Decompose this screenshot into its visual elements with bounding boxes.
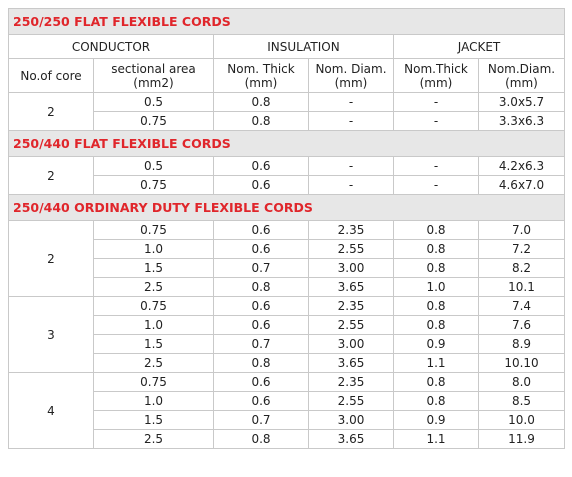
cell-jacket-diam: 10.1 xyxy=(479,278,565,297)
table-row xyxy=(9,373,565,392)
cell-jacket-thick: 0.8 xyxy=(394,221,479,240)
cell-jacket-diam: 8.9 xyxy=(479,335,565,354)
cell-insulation-thick: 0.6 xyxy=(214,176,309,195)
cell-sectional-area: 1.5 xyxy=(94,259,214,278)
cell-jacket-diam: 10.0 xyxy=(479,411,565,430)
cell-jacket-diam: 7.4 xyxy=(479,297,565,316)
cell-no-of-core: 2 xyxy=(9,93,94,131)
cell-jacket-diam: 8.5 xyxy=(479,392,565,411)
cell-insulation-thick: 0.6 xyxy=(214,373,309,392)
conductor-group-header: CONDUCTOR xyxy=(9,35,214,59)
cell-insulation-thick: 0.6 xyxy=(214,316,309,335)
cell-insulation-diam: - xyxy=(309,93,394,112)
cell-sectional-area: 0.75 xyxy=(94,221,214,240)
cell-insulation-thick: 0.6 xyxy=(214,297,309,316)
cell-insulation-thick: 0.8 xyxy=(214,430,309,449)
cell-jacket-diam: 3.0x5.7 xyxy=(479,93,565,112)
section-title-row xyxy=(9,131,565,157)
cell-jacket-thick: 0.9 xyxy=(394,411,479,430)
table-row xyxy=(9,297,565,316)
cell-sectional-area: 1.5 xyxy=(94,335,214,354)
header-insulation-thick: Nom. Thick (mm) xyxy=(214,59,309,93)
cell-jacket-diam: 3.3x6.3 xyxy=(479,112,565,131)
cell-insulation-thick: 0.6 xyxy=(214,157,309,176)
cell-jacket-thick: 1.1 xyxy=(394,430,479,449)
cell-sectional-area: 0.75 xyxy=(94,112,214,131)
cell-insulation-diam: 3.00 xyxy=(309,411,394,430)
cell-sectional-area: 1.0 xyxy=(94,240,214,259)
cell-jacket-thick: - xyxy=(394,176,479,195)
header-jacket-thick: Nom.Thick (mm) xyxy=(394,59,479,93)
flexible-cords-spec-table xyxy=(8,8,565,449)
header-jacket-diam: Nom.Diam. (mm) xyxy=(479,59,565,93)
cell-jacket-diam: 10.10 xyxy=(479,354,565,373)
cell-jacket-thick: 1.1 xyxy=(394,354,479,373)
cell-jacket-thick: - xyxy=(394,112,479,131)
cell-jacket-diam: 4.6x7.0 xyxy=(479,176,565,195)
cell-jacket-thick: 0.8 xyxy=(394,297,479,316)
cell-no-of-core: 2 xyxy=(9,221,94,297)
table-row xyxy=(9,221,565,240)
cell-sectional-area: 0.5 xyxy=(94,157,214,176)
cell-jacket-thick: 0.8 xyxy=(394,240,479,259)
cell-insulation-thick: 0.6 xyxy=(214,240,309,259)
jacket-group-header: JACKET xyxy=(394,35,565,59)
section-title: 250/440 FLAT FLEXIBLE CORDS xyxy=(9,131,565,157)
cell-insulation-diam: 2.35 xyxy=(309,297,394,316)
cell-jacket-thick: 0.9 xyxy=(394,335,479,354)
header-sectional-area: sectional area (mm2) xyxy=(94,59,214,93)
cell-sectional-area: 2.5 xyxy=(94,354,214,373)
cell-sectional-area: 1.0 xyxy=(94,392,214,411)
table-row xyxy=(9,93,565,112)
cell-no-of-core: 2 xyxy=(9,157,94,195)
cell-insulation-thick: 0.8 xyxy=(214,354,309,373)
cell-insulation-thick: 0.6 xyxy=(214,392,309,411)
cell-insulation-diam: 3.00 xyxy=(309,259,394,278)
cell-no-of-core: 4 xyxy=(9,373,94,449)
cell-insulation-diam: 3.00 xyxy=(309,335,394,354)
cell-jacket-thick: 0.8 xyxy=(394,392,479,411)
cell-no-of-core: 3 xyxy=(9,297,94,373)
header-no-of-core: No.of core xyxy=(9,59,94,93)
cell-jacket-diam: 7.6 xyxy=(479,316,565,335)
cell-jacket-thick: 1.0 xyxy=(394,278,479,297)
cell-insulation-thick: 0.7 xyxy=(214,335,309,354)
cell-insulation-thick: 0.6 xyxy=(214,221,309,240)
cell-sectional-area: 1.0 xyxy=(94,316,214,335)
cell-insulation-diam: 2.35 xyxy=(309,373,394,392)
cell-sectional-area: 0.75 xyxy=(94,176,214,195)
cell-insulation-thick: 0.8 xyxy=(214,278,309,297)
cell-jacket-thick: 0.8 xyxy=(394,259,479,278)
section-title: 250/250 FLAT FLEXIBLE CORDS xyxy=(9,9,565,35)
cell-jacket-thick: 0.8 xyxy=(394,373,479,392)
section-title: 250/440 ORDINARY DUTY FLEXIBLE CORDS xyxy=(9,195,565,221)
section-title-row xyxy=(9,195,565,221)
cell-sectional-area: 2.5 xyxy=(94,430,214,449)
cell-insulation-diam: 3.65 xyxy=(309,278,394,297)
cell-jacket-thick: 0.8 xyxy=(394,316,479,335)
cell-sectional-area: 1.5 xyxy=(94,411,214,430)
cell-insulation-thick: 0.8 xyxy=(214,93,309,112)
cell-jacket-diam: 11.9 xyxy=(479,430,565,449)
cell-sectional-area: 0.5 xyxy=(94,93,214,112)
cell-insulation-thick: 0.8 xyxy=(214,112,309,131)
cell-sectional-area: 0.75 xyxy=(94,297,214,316)
cell-insulation-diam: - xyxy=(309,176,394,195)
cell-insulation-thick: 0.7 xyxy=(214,259,309,278)
cell-jacket-diam: 7.0 xyxy=(479,221,565,240)
cell-jacket-diam: 8.0 xyxy=(479,373,565,392)
cell-insulation-diam: 2.55 xyxy=(309,392,394,411)
insulation-group-header: INSULATION xyxy=(214,35,394,59)
cell-insulation-diam: 3.65 xyxy=(309,430,394,449)
cell-sectional-area: 2.5 xyxy=(94,278,214,297)
cell-insulation-diam: 3.65 xyxy=(309,354,394,373)
cell-insulation-diam: 2.35 xyxy=(309,221,394,240)
cell-insulation-diam: 2.55 xyxy=(309,316,394,335)
cell-insulation-thick: 0.7 xyxy=(214,411,309,430)
table-row xyxy=(9,157,565,176)
cell-jacket-thick: - xyxy=(394,157,479,176)
cell-sectional-area: 0.75 xyxy=(94,373,214,392)
cell-jacket-thick: - xyxy=(394,93,479,112)
cell-jacket-diam: 8.2 xyxy=(479,259,565,278)
cell-jacket-diam: 7.2 xyxy=(479,240,565,259)
cell-insulation-diam: 2.55 xyxy=(309,240,394,259)
cell-insulation-diam: - xyxy=(309,112,394,131)
cell-jacket-diam: 4.2x6.3 xyxy=(479,157,565,176)
header-insulation-diam: Nom. Diam. (mm) xyxy=(309,59,394,93)
cell-insulation-diam: - xyxy=(309,157,394,176)
